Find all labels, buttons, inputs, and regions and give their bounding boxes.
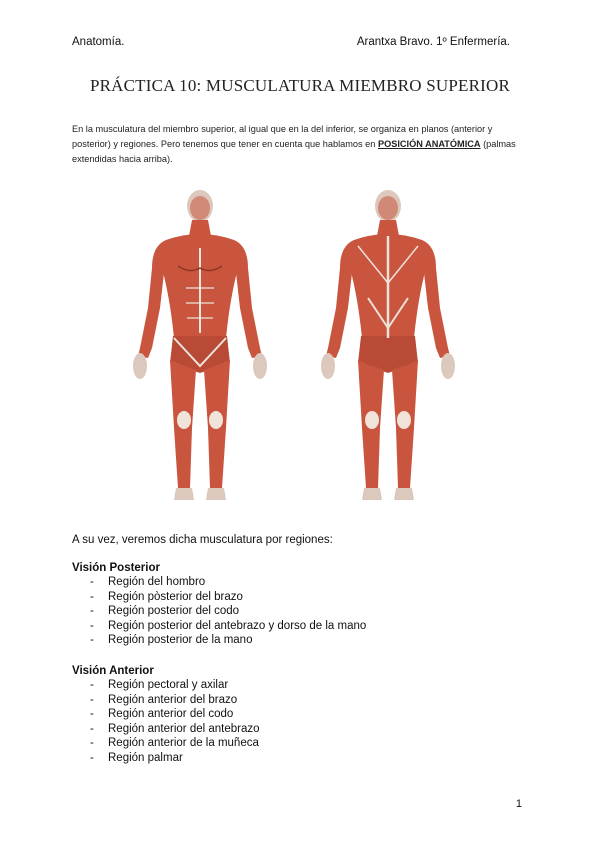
header-subject: Anatomía.: [72, 36, 125, 48]
list-item: - Región posterior del codo: [72, 604, 366, 619]
list-item: - Región anterior del brazo: [72, 693, 260, 708]
posterior-heading: Visión Posterior: [72, 562, 160, 574]
intro-text-2: (palmas extendidas hacia arriba).: [72, 139, 516, 164]
intro-paragraph: [72, 122, 532, 167]
regions-intro: A su vez, veremos dicha musculatura por regiones:: [72, 534, 333, 546]
list-item: - Región pectoral y axilar: [72, 678, 260, 693]
page-title: PRÁCTICA 10: MUSCULATURA MIEMBRO SUPERIOR: [89, 76, 511, 95]
intro-text-1: En la musculatura del miembro superior, al igual que en la del inferior, se organiza en planos (anterior y posterior) y regiones. Pero tenemos que tener en cuenta que hablamos en: [72, 124, 493, 149]
page-number: 1: [515, 798, 522, 810]
list-item: - Región posterior de la mano: [72, 633, 366, 648]
posterior-section: [72, 562, 366, 648]
list-item: - Región anterior del codo: [72, 707, 260, 722]
list-item: - Región posterior del antebrazo y dorso de la mano: [72, 619, 366, 634]
list-item: - Región pòsterior del brazo: [72, 590, 366, 605]
anterior-figure: [133, 190, 267, 500]
list-item: - Región palmar: [72, 751, 260, 766]
posterior-figure: [321, 190, 455, 500]
posterior-list: [72, 575, 366, 648]
list-item: - Región anterior del antebrazo: [72, 722, 260, 737]
list-item: - Región del hombro: [72, 575, 366, 590]
list-item: - Región anterior de la muñeca: [72, 736, 260, 751]
header-author: Arantxa Bravo. 1º Enfermería.: [356, 36, 510, 48]
anatomy-illustration: [120, 180, 480, 510]
anterior-section: [72, 665, 260, 766]
intro-emphasis: POSICIÓN ANATÓMICA: [377, 139, 481, 149]
anterior-list: [72, 678, 260, 766]
anterior-heading: Visión Anterior: [72, 665, 154, 677]
